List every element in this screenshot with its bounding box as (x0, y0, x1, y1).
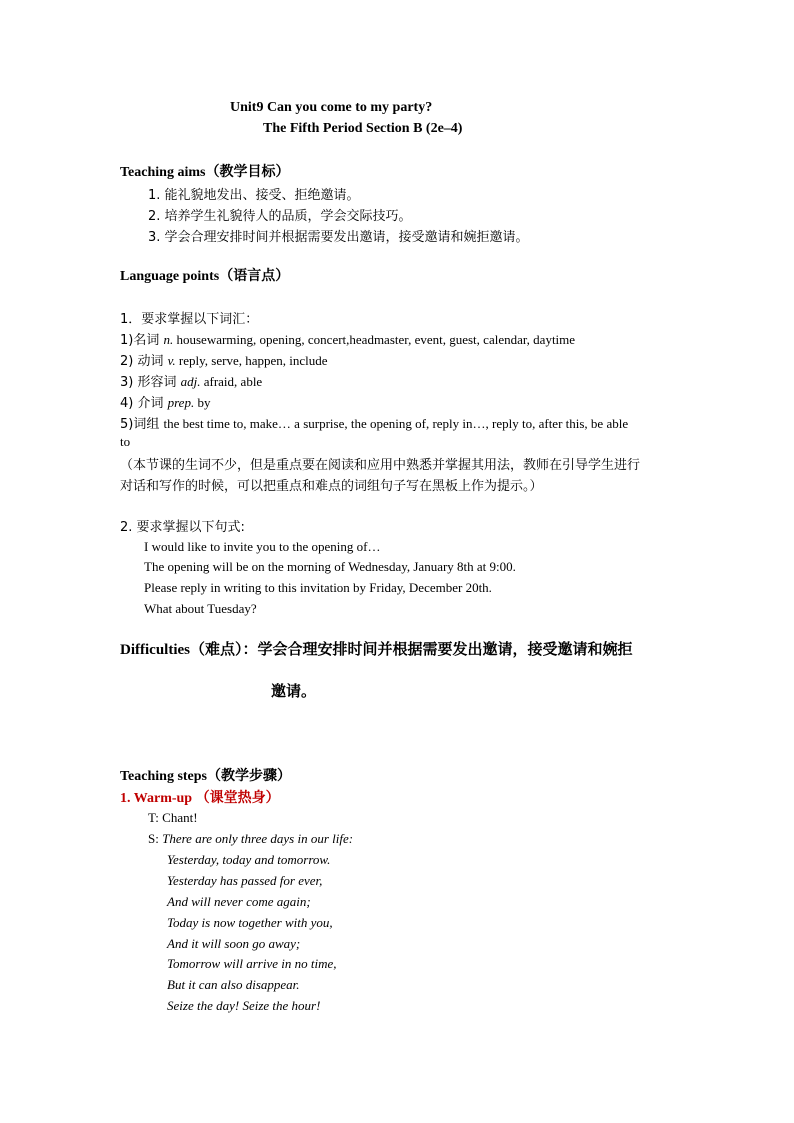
difficulties-line-1: Difficulties（难点）：学会合理安排时间并根据需要发出邀请，接受邀请和婉拒 (120, 642, 633, 658)
teacher-line: T: Chant! (148, 810, 198, 825)
teaching-steps-heading: Teaching steps（教学步骤） (120, 769, 292, 784)
vocab-label: 3) 形容词 (120, 375, 181, 390)
vocab-label: 5)词组 (120, 417, 164, 432)
note-line-1: （本节课的生词不少，但是重点要在阅读和应用中熟悉并掌握其用法，教师在引导学生进行 (120, 458, 641, 473)
chant-line-5: Today is now together with you, (167, 915, 333, 930)
chant-line-6: And it will soon go away; (167, 936, 301, 951)
vocab-line-5 (120, 413, 628, 432)
vocab-line-4 (120, 392, 210, 411)
sentence-1: I would like to invite you to the opening of… (144, 539, 381, 554)
chant-line-2: Yesterday, today and tomorrow. (167, 852, 331, 867)
vocab-words: housewarming, opening, concert,headmaster, event, guest, calendar, daytime (173, 332, 576, 347)
chant-line-1: There are only three days in our life: (162, 831, 354, 846)
vocab-line-5-wrap: to (120, 434, 131, 449)
chant-line-9: Seize the day! Seize the hour! (167, 998, 321, 1013)
warm-up-heading: 1. Warm-up （课堂热身） (120, 791, 280, 806)
unit-title: Unit9 Can you come to my party? (230, 100, 433, 115)
student-line (148, 831, 353, 847)
vocab-words: by (194, 395, 211, 410)
vocab-line-1 (120, 329, 575, 348)
sentences-title: 2. 要求掌握以下句式: (120, 520, 245, 535)
chant-line-3: Yesterday has passed for ever, (167, 873, 323, 888)
aim-item-2: 2. 培养学生礼貌待人的品质，学会交际技巧。 (148, 209, 412, 224)
language-points-heading: Language points（语言点） (120, 269, 290, 284)
vocab-label: 4) 介词 (120, 396, 168, 411)
teaching-aims-heading: Teaching aims（教学目标） (120, 165, 290, 180)
sentence-3: Please reply in writing to this invitation by Friday, December 20th. (144, 580, 492, 595)
chant-line-8: But it can also disappear. (167, 977, 300, 992)
vocab-words: afraid, able (200, 374, 263, 389)
student-label: S: (148, 831, 163, 846)
chant-line-4: And will never come again; (167, 894, 311, 909)
aim-item-1: 1. 能礼貌地发出、接受、拒绝邀请。 (148, 188, 360, 203)
note-line-2: 对话和写作的时候，可以把重点和难点的词组句子写在黑板上作为提示。） (120, 479, 543, 494)
sentence-4: What about Tuesday? (144, 601, 257, 616)
vocab-label: 1)名词 (120, 333, 164, 348)
vocab-words: reply, serve, happen, include (175, 353, 328, 368)
vocab-pos: prep. (167, 395, 195, 410)
period-title: The Fifth Period Section B (2e–4) (263, 121, 463, 136)
vocab-words: the best time to, make… a surprise, the opening of, reply in…, reply to, after this, be able (163, 416, 629, 431)
vocab-pos: adj. (180, 374, 201, 389)
chant-line-7: Tomorrow will arrive in no time, (167, 956, 337, 971)
vocab-title: 1．要求掌握以下词汇： (120, 312, 259, 327)
difficulties-line-2: 邀请。 (271, 684, 317, 700)
sentence-2: The opening will be on the morning of Wednesday, January 8th at 9:00. (144, 559, 516, 574)
vocab-pos: v. (167, 353, 176, 368)
vocab-line-2 (120, 350, 328, 369)
vocab-pos: n. (163, 332, 174, 347)
vocab-label: 2) 动词 (120, 354, 168, 369)
aim-item-3: 3. 学会合理安排时间并根据需要发出邀请，接受邀请和婉拒邀请。 (148, 230, 529, 245)
vocab-line-3 (120, 371, 262, 390)
